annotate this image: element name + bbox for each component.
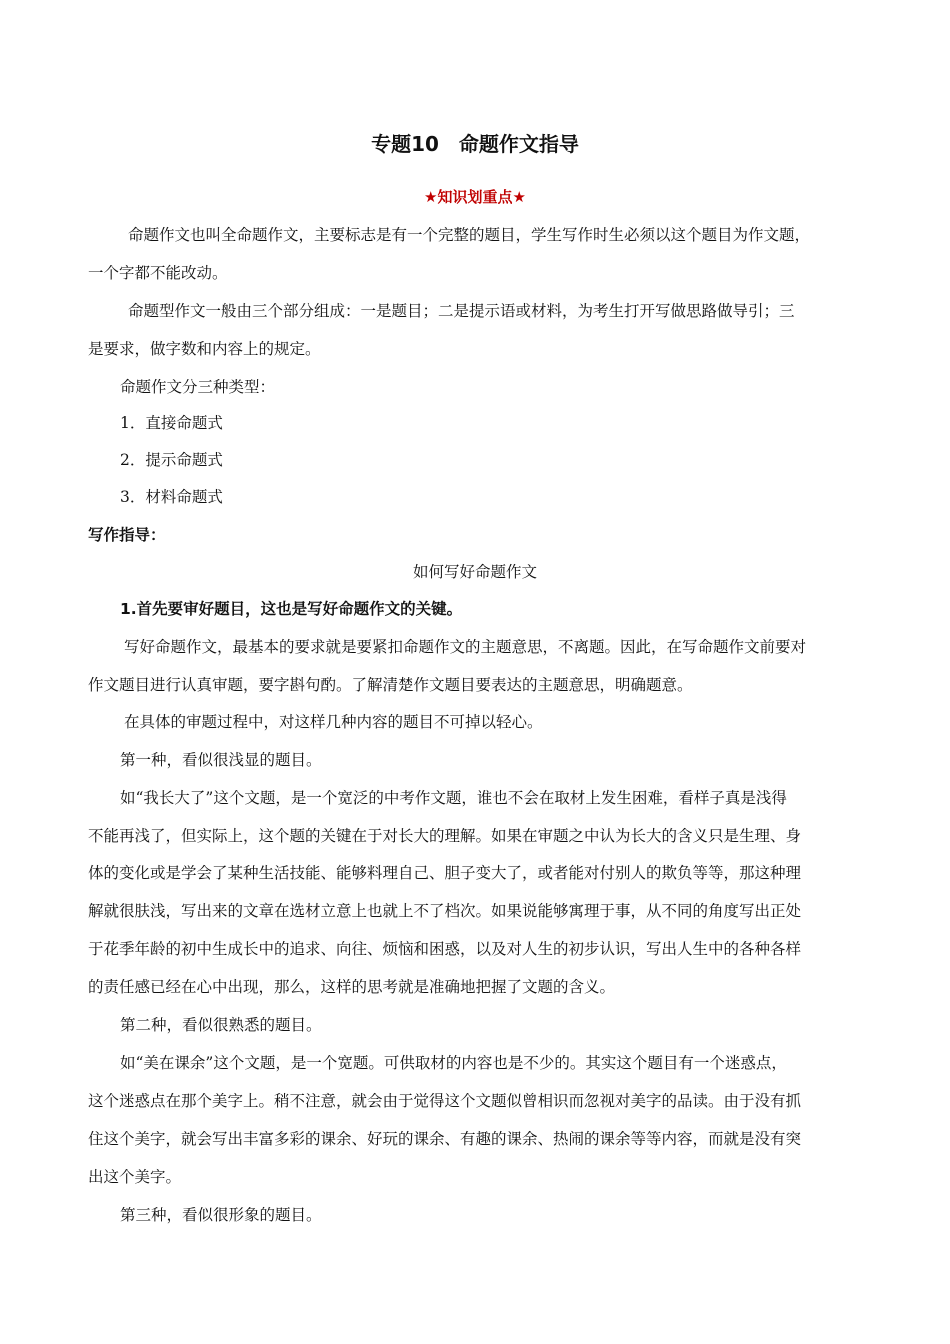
list-item: 1．直接命题式 [120,414,223,432]
paragraph-line: 住这个美字，就会写出丰富多彩的课余、好玩的课余、有趣的课余、热闹的课余等等内容，而就是没有突 [88,1130,802,1148]
paragraph-line: 是要求，做字数和内容上的规定。 [88,340,321,358]
paragraph-line: 如“我长大了”这个文题，是一个宽泛的中考作文题，谁也不会在取材上发生困难，看样子真是浅得 [120,789,787,807]
paragraph-line: 于花季年龄的初中生成长中的追求、向往、烦恼和困惑，以及对人生的初步认识，写出人生中的各种各样 [88,940,802,958]
paragraph-line: 一个字都不能改动。 [88,264,228,282]
paragraph-line: 如“美在课余”这个文题，是一个宽题。可供取材的内容也是不少的。其实这个题目有一个迷惑点， [120,1054,787,1072]
list-item: 3．材料命题式 [120,488,223,506]
paragraph-line: 作文题目进行认真审题，要字斟句酌。了解清楚作文题目要表达的主题意思，明确题意。 [88,676,693,694]
paragraph-line: 的责任感已经在心中出现，那么，这样的思考就是准确地把握了文题的含义。 [88,978,616,996]
paragraph-line: 命题作文分三种类型： [120,378,276,396]
paragraph-line: 命题作文也叫全命题作文，主要标志是有一个完整的题目，学生写作时生必须以这个题目为作文题， [128,226,811,244]
point-heading: 1.首先要审好题目，这也是写好命题作文的关键。 [120,600,463,618]
page-title: 专题10 命题作文指导 [371,132,579,156]
paragraph-line: 不能再浅了，但实际上，这个题的关键在于对长大的理解。如果在审题之中认为长大的含义只是生理、身 [88,827,802,845]
paragraph-line: 第二种，看似很熟悉的题目。 [120,1016,322,1034]
paragraph-line: 这个迷惑点在那个美字上。稍不注意，就会由于觉得这个文题似曾相识而忽视对美字的品读。由于没有抓 [88,1092,802,1110]
paragraph-line: 在具体的审题过程中，对这样几种内容的题目不可掉以轻心。 [124,713,543,731]
paragraph-line: 命题型作文一般由三个部分组成：一是题目；二是提示语或材料，为考生打开写做思路做导引；三 [128,302,795,320]
guide-label: 写作指导： [88,526,166,544]
section-subtitle: 如何写好命题作文 [412,563,537,581]
paragraph-line: 第一种，看似很浅显的题目。 [120,751,322,769]
paragraph-line: 第三种，看似很形象的题目。 [120,1206,322,1224]
list-item: 2．提示命题式 [120,451,223,469]
section-heading: ★知识划重点★ [424,188,526,206]
paragraph-line: 解就很肤浅，写出来的文章在选材立意上也就上不了档次。如果说能够寓理于事，从不同的角度写出正处 [88,902,802,920]
paragraph-line: 写好命题作文，最基本的要求就是要紧扣命题作文的主题意思，不离题。因此，在写命题作文前要对 [124,638,807,656]
paragraph-line: 出这个美字。 [88,1168,182,1186]
paragraph-line: 体的变化或是学会了某种生活技能、能够料理自己、胆子变大了，或者能对付别人的欺负等等，那这种理 [88,864,802,882]
